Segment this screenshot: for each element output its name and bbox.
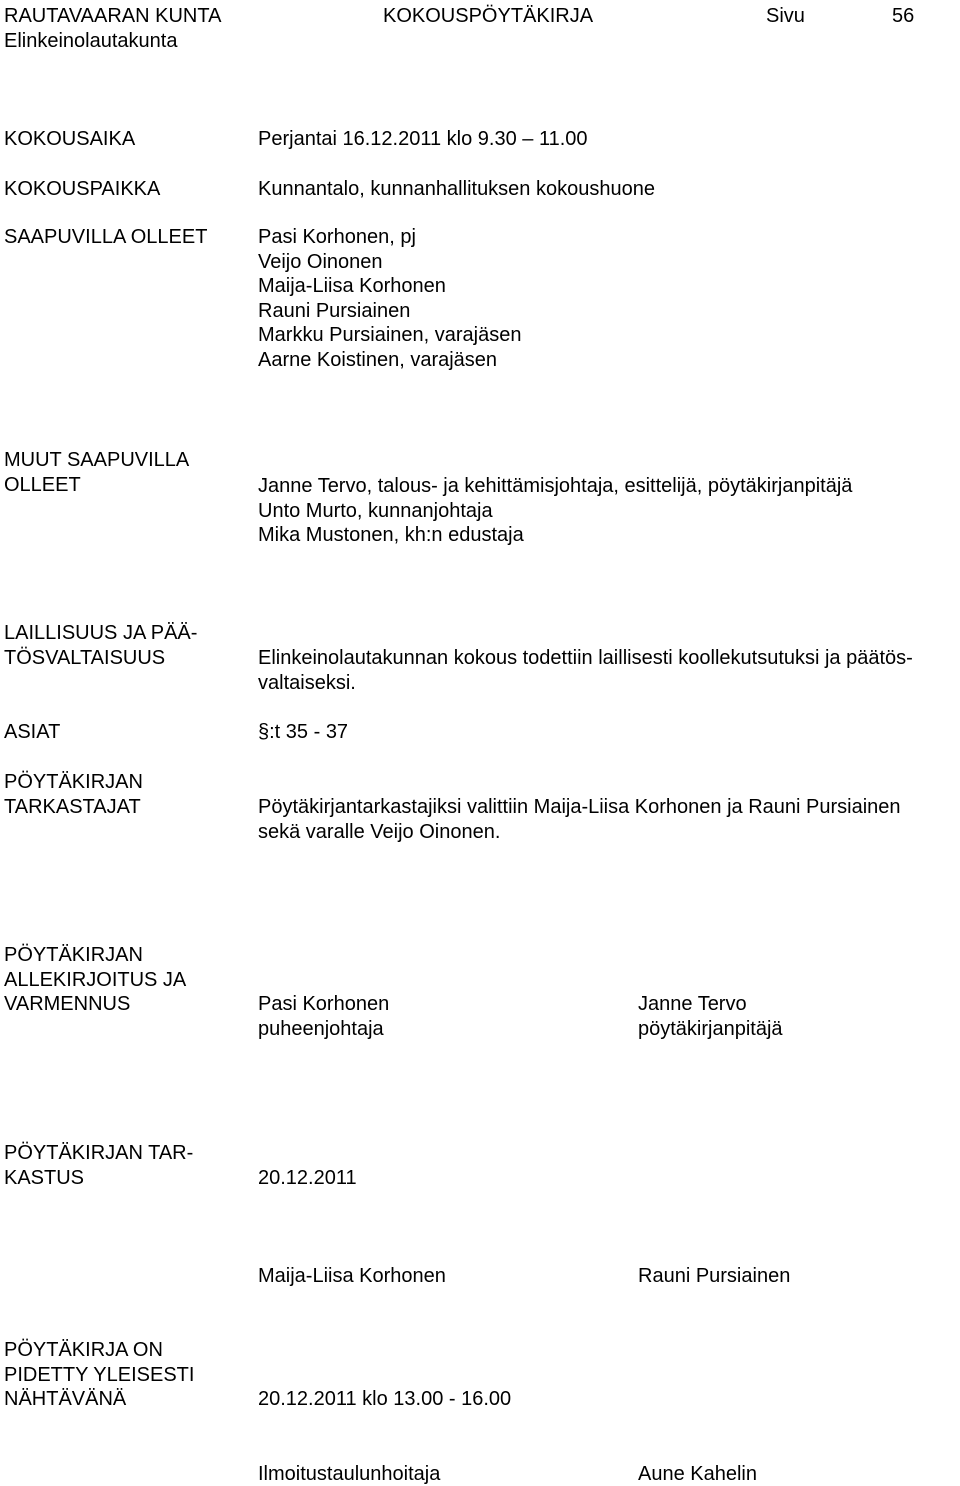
municipality-name: RAUTAVAARAN KUNTA xyxy=(4,5,222,27)
other-attendee: Mika Mustonen, kh:n edustaja xyxy=(258,524,524,546)
present-member: Markku Pursiainen, varajäsen xyxy=(258,324,522,346)
document-type: KOKOUSPÖYTÄKIRJA xyxy=(383,5,594,27)
reviewer-2-name: Rauni Pursiainen xyxy=(638,1265,791,1287)
board-name: Elinkeinolautakunta xyxy=(4,30,178,52)
present-member: Maija-Liisa Korhonen xyxy=(258,275,446,297)
chair-role: puheenjohtaja xyxy=(258,1017,384,1040)
chair-signature xyxy=(258,992,389,1041)
review-date: 20.12.2011 xyxy=(258,1167,357,1189)
items-value: §:t 35 - 37 xyxy=(258,721,349,743)
present-list xyxy=(258,225,521,372)
present-label: SAAPUVILLA OLLEET xyxy=(4,226,208,248)
present-member: Veijo Oinonen xyxy=(258,250,383,273)
chair-name: Pasi Korhonen xyxy=(258,993,390,1015)
notice-board-keeper-label: Ilmoitustaulunhoitaja xyxy=(258,1463,441,1485)
items-label: ASIAT xyxy=(4,721,61,743)
notice-board-keeper-name: Aune Kahelin xyxy=(638,1463,757,1485)
public-display-value: 20.12.2011 klo 13.00 - 16.00 xyxy=(258,1388,512,1410)
reviewer-1-name: Maija-Liisa Korhonen xyxy=(258,1265,446,1287)
page-label: Sivu xyxy=(766,5,805,27)
others-label: MUUT SAAPUVILLA OLLEET xyxy=(4,449,190,496)
legality-text: Elinkeinolautakunnan kokous todettiin laillisesti koollekutsutuksi ja päätös- valtaiseksi. xyxy=(258,647,913,694)
meeting-place-label: KOKOUSPAIKKA xyxy=(4,178,161,200)
review-label: PÖYTÄKIRJAN TAR- KASTUS xyxy=(4,1142,194,1189)
other-attendee: Janne Tervo, talous- ja kehittämisjohtaja, esittelijä, pöytäkirjanpitäjä xyxy=(258,475,853,497)
signatures-label: PÖYTÄKIRJAN ALLEKIRJOITUS JA VARMENNUS xyxy=(4,944,187,1015)
meeting-place-value: Kunnantalo, kunnanhallituksen kokoushuone xyxy=(258,178,655,200)
meeting-time-label: KOKOUSAIKA xyxy=(4,128,136,150)
secretary-signature xyxy=(638,992,783,1041)
public-display-label: PÖYTÄKIRJA ON PIDETTY YLEISESTI NÄHTÄVÄNÄ xyxy=(4,1339,195,1410)
present-member: Pasi Korhonen, pj xyxy=(258,226,416,248)
reviewers-text: Pöytäkirjantarkastajiksi valittiin Maija-Liisa Korhonen ja Rauni Pursiainen sekä varalle Veijo Oinonen. xyxy=(258,796,901,843)
other-attendee: Unto Murto, kunnanjohtaja xyxy=(258,499,493,522)
present-member: Rauni Pursiainen xyxy=(258,299,411,322)
reviewers-label: PÖYTÄKIRJAN TARKASTAJAT xyxy=(4,771,143,818)
legality-label: LAILLISUUS JA PÄÄ- TÖSVALTAISUUS xyxy=(4,622,198,669)
secretary-name: Janne Tervo xyxy=(638,993,747,1015)
page-number: 56 xyxy=(892,5,915,27)
secretary-role: pöytäkirjanpitäjä xyxy=(638,1017,783,1040)
present-member: Aarne Koistinen, varajäsen xyxy=(258,348,498,371)
meeting-time-value: Perjantai 16.12.2011 klo 9.30 – 11.00 xyxy=(258,128,588,150)
others-list xyxy=(258,474,852,548)
